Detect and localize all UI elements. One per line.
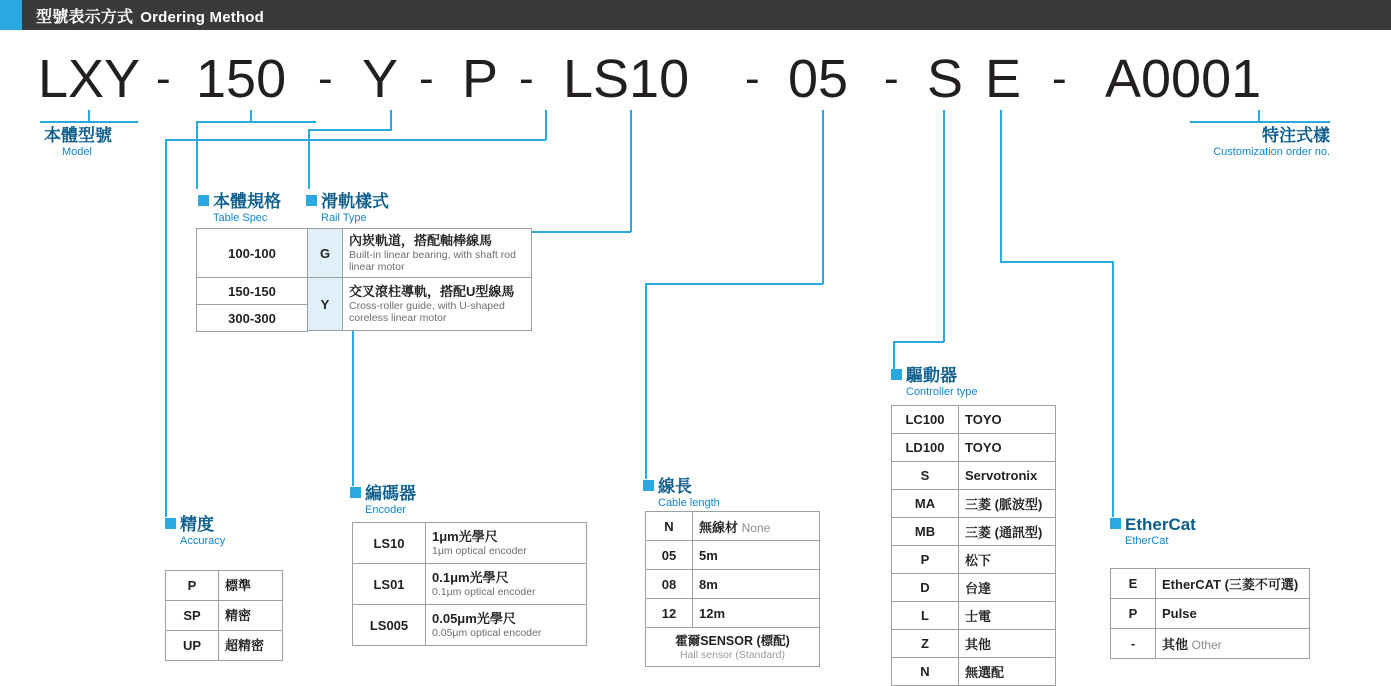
- controller-desc-cn-2: Servotronix: [965, 468, 1038, 483]
- table-row: [166, 601, 283, 631]
- accuracy-desc-cn-1: 精密: [225, 608, 252, 623]
- accuracy-desc-0: [219, 571, 283, 601]
- cable-note-en: Hall sensor (Standard): [679, 648, 786, 661]
- controller-desc-7: [959, 602, 1056, 630]
- cable-length-table: [645, 511, 820, 667]
- pn-segment-ethercat: E: [985, 49, 1022, 109]
- cable-desc-3: [693, 599, 820, 628]
- encoder-desc-2: [426, 605, 587, 646]
- table-row: [353, 523, 587, 564]
- pn-segment-rail-type: Y: [362, 49, 399, 109]
- table-row: [197, 229, 308, 278]
- accuracy-code-0: P: [166, 571, 219, 601]
- controller-desc-cn-0: TOYO: [965, 412, 1002, 427]
- pn-dash-4: -: [519, 54, 534, 103]
- encoder-code-1: LS01: [353, 564, 426, 605]
- group-title-controller-en: Controller type: [906, 386, 978, 398]
- encoder-desc-en-2: 0.05μm optical encoder: [432, 627, 542, 639]
- controller-desc-cn-9: 無選配: [965, 665, 1005, 680]
- table-spec-code-1: 150-150: [197, 278, 308, 305]
- controller-table: [891, 405, 1056, 686]
- table-row: [892, 490, 1056, 518]
- table-row: [646, 570, 820, 599]
- cable-desc-cn-0: 無線材: [699, 519, 739, 535]
- pn-segment-encoder: LS10: [563, 49, 690, 109]
- ethercat-desc-cn-1: Pulse: [1162, 606, 1197, 621]
- leader-rail-h: [308, 129, 392, 131]
- table-row: [1111, 629, 1310, 659]
- rail-type-desc-en-1: Cross-roller guide, with U-shaped coreless linear motor: [349, 300, 505, 324]
- accuracy-desc-2: [219, 631, 283, 661]
- accuracy-desc-cn-0: 標準: [225, 578, 252, 593]
- cable-code-0: N: [646, 512, 693, 541]
- table-row: [646, 599, 820, 628]
- table-row: [892, 518, 1056, 546]
- cable-desc-cn-2: 8m: [699, 576, 718, 592]
- group-title-accuracy-en: Accuracy: [180, 535, 226, 547]
- ethercat-desc-cn-0: EtherCAT (三菱不可選): [1162, 577, 1299, 592]
- leader-cable-v1: [822, 110, 824, 284]
- table-row: [892, 406, 1056, 434]
- leader-custom-h: [1190, 121, 1330, 123]
- table-row: [892, 630, 1056, 658]
- cable-code-3: 12: [646, 599, 693, 628]
- controller-desc-4: [959, 518, 1056, 546]
- encoder-desc-en-0: 1μm optical encoder: [432, 545, 527, 557]
- group-title-accuracy: [165, 515, 225, 548]
- controller-desc-cn-1: TOYO: [965, 440, 1002, 455]
- group-title-accuracy-cn: 精度: [165, 515, 225, 534]
- rail-type-desc-cn-0: 內崁軌道，搭配軸棒線馬: [349, 233, 493, 248]
- table-spec-code-0: 100-100: [197, 229, 308, 278]
- group-title-cable-length-cn: 線長: [643, 477, 720, 496]
- controller-desc-0: [959, 406, 1056, 434]
- controller-desc-cn-5: 松下: [965, 553, 992, 568]
- encoder-desc-1: [426, 564, 587, 605]
- accuracy-table: [165, 570, 283, 661]
- group-title-custom: [1090, 126, 1330, 159]
- table-spec-table: [196, 228, 308, 332]
- header-title-en: Ordering Method: [140, 8, 265, 26]
- pn-dash-6: -: [884, 54, 899, 103]
- pn-dash-3: -: [419, 54, 434, 103]
- cable-desc-1: [693, 541, 820, 570]
- group-title-custom-en: Customization order no.: [1213, 146, 1330, 158]
- leader-encoder-v1: [630, 110, 632, 232]
- controller-desc-2: [959, 462, 1056, 490]
- cable-desc-2: [693, 570, 820, 599]
- table-row: [646, 512, 820, 541]
- leader-rail-v1: [390, 110, 392, 130]
- header-titles: [36, 4, 264, 27]
- rail-type-code-1: Y: [308, 278, 343, 331]
- controller-code-3: MA: [892, 490, 959, 518]
- encoder-desc-cn-0: 1μm光學尺: [432, 529, 498, 544]
- controller-code-2: S: [892, 462, 959, 490]
- encoder-code-2: LS005: [353, 605, 426, 646]
- pn-dash-1: -: [156, 54, 171, 103]
- pn-segment-table-spec: 150: [196, 49, 287, 109]
- controller-desc-9: [959, 658, 1056, 686]
- encoder-desc-en-1: 0.1μm optical encoder: [432, 586, 536, 598]
- controller-code-7: L: [892, 602, 959, 630]
- table-row: [1111, 599, 1310, 629]
- rail-type-desc-en-0: Built-in linear bearing, with shaft rod linear motor: [349, 249, 516, 273]
- controller-desc-cn-3: 三菱 (脈波型): [965, 497, 1043, 512]
- group-title-encoder: [350, 484, 416, 517]
- encoder-desc-cn-2: 0.05μm光學尺: [432, 611, 516, 626]
- table-row: [197, 305, 308, 332]
- group-title-encoder-en: Encoder: [365, 504, 406, 516]
- leader-ethercat-v1: [1000, 110, 1002, 262]
- pn-dash-5: -: [745, 54, 760, 103]
- table-row: [892, 658, 1056, 686]
- group-title-rail-type-cn: 滑軌樣式: [306, 192, 389, 211]
- leader-rail-v2: [308, 129, 310, 189]
- cable-desc-cn-3: 12m: [699, 605, 726, 621]
- table-row: [892, 574, 1056, 602]
- leader-cable-v2: [645, 283, 647, 479]
- controller-desc-cn-6: 台達: [965, 581, 992, 596]
- controller-desc-1: [959, 434, 1056, 462]
- leader-ethercat-v2: [1112, 261, 1114, 517]
- rail-type-desc-cn-1: 交叉滾柱導軌，搭配U型線馬: [349, 284, 515, 299]
- ethercat-code-1: P: [1111, 599, 1156, 629]
- leader-controller-h: [893, 341, 944, 343]
- ethercat-code-2: -: [1111, 629, 1156, 659]
- table-row: [892, 462, 1056, 490]
- group-title-model-cn: 本體型號: [44, 126, 112, 145]
- group-title-ethercat-cn: EtherCat: [1110, 515, 1196, 534]
- table-row: [166, 571, 283, 601]
- controller-code-8: Z: [892, 630, 959, 658]
- table-row-note: [646, 628, 820, 667]
- table-row: [353, 605, 587, 646]
- group-title-rail-type-en: Rail Type: [321, 212, 367, 224]
- table-row: [646, 541, 820, 570]
- pn-segment-controller: S: [927, 49, 964, 109]
- part-number-row: [0, 48, 1391, 110]
- rail-type-desc-0: [343, 229, 532, 278]
- cable-desc-cn-1: 5m: [699, 547, 718, 563]
- table-row: [308, 278, 532, 331]
- leader-tablespec-v2: [196, 121, 198, 189]
- controller-desc-3: [959, 490, 1056, 518]
- controller-desc-6: [959, 574, 1056, 602]
- accuracy-code-2: UP: [166, 631, 219, 661]
- leader-accuracy-h: [165, 139, 546, 141]
- group-title-controller-cn: 驅動器: [891, 366, 978, 385]
- leader-tablespec-h: [196, 121, 316, 123]
- table-row: [308, 229, 532, 278]
- pn-dash-2: -: [318, 54, 333, 103]
- controller-code-4: MB: [892, 518, 959, 546]
- table-spec-code-2: 300-300: [197, 305, 308, 332]
- rail-type-desc-1: [343, 278, 532, 331]
- table-row: [892, 602, 1056, 630]
- pn-segment-custom: A0001: [1105, 49, 1262, 109]
- encoder-code-0: LS10: [353, 523, 426, 564]
- accuracy-desc-1: [219, 601, 283, 631]
- group-title-encoder-cn: 編碼器: [350, 484, 416, 503]
- table-row: [892, 434, 1056, 462]
- ethercat-desc-2: [1156, 629, 1310, 659]
- table-row: [892, 546, 1056, 574]
- leader-accuracy-v1: [545, 110, 547, 140]
- group-title-rail-type: [306, 192, 389, 225]
- controller-code-1: LD100: [892, 434, 959, 462]
- group-title-custom-cn: 特注式樣: [1262, 126, 1330, 145]
- cable-note: [646, 628, 820, 667]
- cable-desc-0: [693, 512, 820, 541]
- encoder-table: [352, 522, 587, 646]
- pn-segment-accuracy: P: [462, 49, 499, 109]
- table-row: [1111, 569, 1310, 599]
- accuracy-desc-cn-2: 超精密: [225, 638, 265, 653]
- controller-code-9: N: [892, 658, 959, 686]
- accuracy-code-1: SP: [166, 601, 219, 631]
- group-title-table-spec-cn: 本體規格: [198, 192, 281, 211]
- ethercat-desc-0: [1156, 569, 1310, 599]
- section-header-bar: [0, 0, 1391, 30]
- controller-code-6: D: [892, 574, 959, 602]
- leader-controller-v1: [943, 110, 945, 342]
- controller-code-0: LC100: [892, 406, 959, 434]
- ethercat-desc-cn-2: 其他: [1162, 637, 1189, 652]
- table-row: [353, 564, 587, 605]
- pn-segment-cable-length: 05: [788, 49, 849, 109]
- group-title-controller: [891, 366, 978, 399]
- controller-desc-5: [959, 546, 1056, 574]
- controller-code-5: P: [892, 546, 959, 574]
- group-title-cable-length-en: Cable length: [658, 497, 720, 509]
- pn-segment-model: LXY: [38, 49, 141, 109]
- controller-desc-cn-8: 其他: [965, 637, 992, 652]
- cable-code-1: 05: [646, 541, 693, 570]
- rail-type-code-0: G: [308, 229, 343, 278]
- header-title-cn: 型號表示方式: [36, 8, 134, 26]
- group-title-table-spec: [198, 192, 281, 225]
- ethercat-desc-en-2: Other: [1191, 638, 1222, 652]
- group-title-cable-length: [643, 477, 720, 510]
- encoder-desc-cn-1: 0.1μm光學尺: [432, 570, 509, 585]
- controller-desc-cn-7: 士電: [965, 609, 992, 624]
- ethercat-code-0: E: [1111, 569, 1156, 599]
- cable-note-cn: 霍爾SENSOR (標配): [675, 633, 790, 648]
- leader-ethercat-h: [1000, 261, 1112, 263]
- group-title-ethercat: [1110, 515, 1196, 548]
- cable-desc-en-0: None: [741, 520, 771, 535]
- group-title-table-spec-en: Table Spec: [213, 212, 268, 224]
- controller-desc-cn-4: 三菱 (通訊型): [965, 525, 1043, 540]
- header-accent-block: [0, 0, 22, 30]
- leader-accuracy-v2: [165, 139, 167, 517]
- leader-cable-h: [645, 283, 823, 285]
- group-title-model: [44, 126, 112, 159]
- ethercat-desc-1: [1156, 599, 1310, 629]
- table-row: [166, 631, 283, 661]
- leader-controller-v2: [893, 341, 895, 369]
- encoder-desc-0: [426, 523, 587, 564]
- table-row: [197, 278, 308, 305]
- controller-desc-8: [959, 630, 1056, 658]
- pn-dash-7: -: [1052, 54, 1067, 103]
- cable-code-2: 08: [646, 570, 693, 599]
- group-title-ethercat-en: EtherCat: [1125, 535, 1169, 547]
- group-title-model-en: Model: [62, 146, 92, 158]
- ethercat-table: [1110, 568, 1310, 659]
- rail-type-table: [307, 228, 532, 331]
- leader-model-h: [40, 121, 138, 123]
